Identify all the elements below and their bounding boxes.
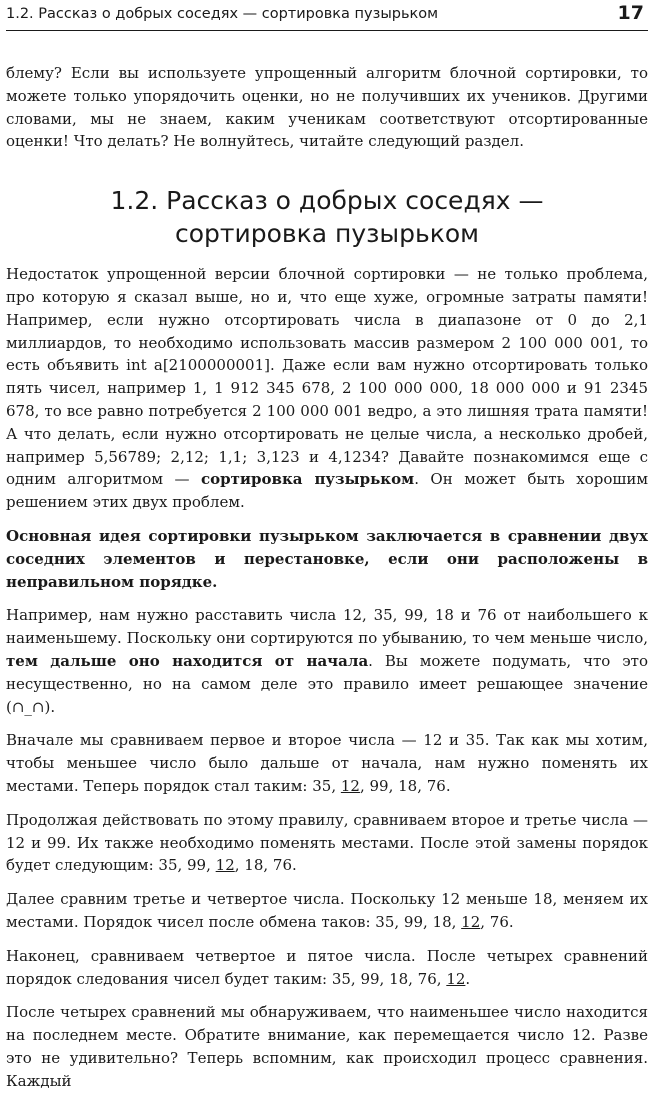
text-run: . Он может быть хорошим решением этих двух проблем. [6, 470, 649, 512]
bold-term: сортировка пузырьком [201, 470, 415, 489]
section-heading-line-1: 1.2. Рассказ о добрых соседях — [110, 186, 544, 216]
text-run: , 18, 76. [234, 856, 297, 875]
paragraph-step-4 [6, 945, 648, 991]
text-run: Недостаток упрощенной версии блочной сортировки — не только проблема, про которую я сказал выше, но и, что еще хуже, огромные затраты памяти! Например, если нужно отсортировать числа в диапазоне от 0 до 2,1 миллиардов, то необходимо использовать массив размером 2 100 000 001, то есть объявить int a[2100000001]. Даже если вам нужно отсортировать только пять чисел, например 1, 1 912 345 678, 2 100 000 000, 18 000 000 и 91 2345 678, то все равно потребуется 2 100 000 001 ведро, а это лишняя трата памяти! А что делать, если нужно отсортировать не целые числа, а несколько дробей, например 5,56789; 2,12; 1,1; 3,123 и 4,1234? Давайте познакомимся еще с одним алгоритмом — [6, 265, 648, 489]
page-content [6, 62, 648, 1103]
paragraph-step-3 [6, 888, 648, 934]
paragraph-key-idea: Основная идея сортировки пузырьком заключается в сравнении двух соседних элементов и перестановке, если они расположены в неправильном порядке. [6, 526, 648, 591]
text-run: Вначале мы сравниваем первое и второе числа — 12 и 35. Так как мы хотим, чтобы меньшее число было дальше от начала, нам нужно поменять их местами. Теперь порядок стал таким: 35, [6, 731, 648, 795]
text-run: . Вы можете подумать, что это несущественно, но на самом деле это правило имеет решающее значение (∩_∩). [6, 651, 648, 716]
underlined-number: 12 [215, 856, 235, 875]
text-run: Далее сравним третье и четвертое числа. Поскольку 12 меньше 18, меняем их местами. Порядок чисел после обмена таков: 35, 99, 18, [6, 890, 648, 931]
paragraph-step-1 [6, 729, 648, 797]
underlined-number: 12 [446, 969, 466, 988]
paragraph-step-2 [6, 809, 648, 877]
page-number: 17 [617, 2, 644, 24]
section-heading-line-2: сортировка пузырьком [174, 219, 480, 249]
page-header [6, 0, 648, 31]
paragraph-continued: блему? Если вы используете упрощенный алгоритм блочной сортировки, то можете только упорядочить оценки, но не получивших их учеников. Другими словами, мы не знаем, каким ученикам соответствуют отсортированные оценки! Что делать? Не волнуйтесь, читайте следующий раздел. [6, 64, 648, 151]
text-run: Например, нам нужно расставить числа 12, 35, 99, 18 и 76 от наибольшего к наименьшему. Поскольку они сортируются по убыванию, то чем меньше число, [6, 606, 648, 648]
paragraph-summary: После четырех сравнений мы обнаруживаем, что наименьшее число находится на последнем месте. Обратите внимание, как перемещается число 12. Разве это не удивительно? Теперь вспомним, как происходил процесс сравнения. Каждый [6, 1003, 648, 1090]
running-title: 1.2. Рассказ о добрых соседях — сортировка пузырьком [6, 6, 439, 22]
underlined-number: 12 [340, 776, 360, 795]
paragraph-example [6, 604, 648, 718]
text-run: , 99, 18, 76. [359, 776, 451, 795]
bold-phrase: тем дальше оно находится от начала [6, 651, 369, 670]
text-run: Продолжая действовать по этому правилу, сравниваем второе и третье числа — 12 и 99. Их также необходимо поменять местами. После этой замены порядок будет следующим: 35, 99, [6, 810, 648, 875]
text-run: Наконец, сравниваем четвертое и пятое числа. После четырех сравнений порядок следования чисел будет таким: 35, 99, 18, 76, [6, 946, 648, 988]
section-heading [6, 184, 648, 250]
underlined-number: 12 [461, 912, 481, 931]
text-run: . [465, 969, 471, 988]
text-run: , 76. [480, 912, 514, 931]
paragraph-intro [6, 263, 648, 514]
